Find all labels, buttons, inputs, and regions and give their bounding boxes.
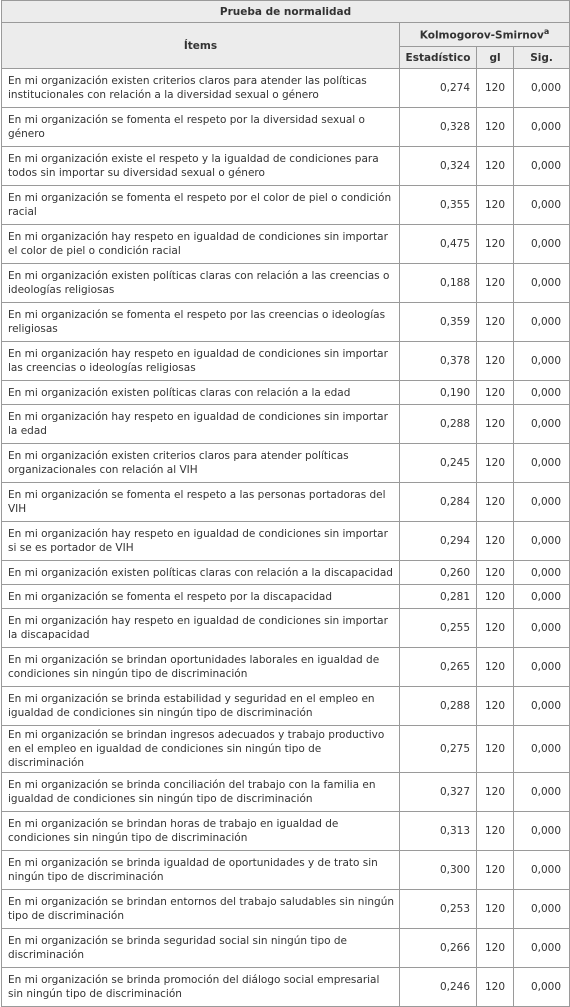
table-title: Prueba de normalidad	[2, 1, 570, 23]
gl-cell: 120	[477, 186, 514, 225]
table-row	[2, 444, 570, 483]
item-cell: En mi organización se brindan ingresos adecuados y trabajo productivo en el empleo en igualdad de condiciones sin ningún tipo de discriminación	[2, 726, 400, 773]
table-row	[2, 726, 570, 773]
table-row	[2, 968, 570, 1007]
sig-cell: 0,000	[514, 687, 570, 726]
gl-cell: 120	[477, 890, 514, 929]
stat-cell: 0,274	[400, 69, 477, 108]
item-cell: En mi organización se brindan oportunidades laborales en igualdad de condiciones sin ningún tipo de discriminación	[2, 648, 400, 687]
sig-cell: 0,000	[514, 225, 570, 264]
sig-cell: 0,000	[514, 585, 570, 609]
item-cell: En mi organización hay respeto en igualdad de condiciones sin importar la discapacidad	[2, 609, 400, 648]
col-gl-header: gl	[477, 47, 514, 69]
sig-cell: 0,000	[514, 561, 570, 585]
sig-cell: 0,000	[514, 648, 570, 687]
table-row	[2, 69, 570, 108]
group-header	[400, 23, 570, 47]
gl-cell: 120	[477, 773, 514, 812]
gl-cell: 120	[477, 648, 514, 687]
stat-cell: 0,266	[400, 929, 477, 968]
item-cell: En mi organización existen criterios claros para atender las políticas institucionales con relación a la diversidad sexual o género	[2, 69, 400, 108]
stat-cell: 0,355	[400, 186, 477, 225]
gl-cell: 120	[477, 108, 514, 147]
stat-cell: 0,359	[400, 303, 477, 342]
table-row	[2, 342, 570, 381]
stat-cell: 0,260	[400, 561, 477, 585]
table-row	[2, 585, 570, 609]
gl-cell: 120	[477, 303, 514, 342]
table-row	[2, 609, 570, 648]
stat-cell: 0,190	[400, 381, 477, 405]
sig-cell: 0,000	[514, 851, 570, 890]
sig-cell: 0,000	[514, 186, 570, 225]
table-row	[2, 147, 570, 186]
gl-cell: 120	[477, 561, 514, 585]
stat-cell: 0,188	[400, 264, 477, 303]
item-cell: En mi organización existen criterios claros para atender políticas organizacionales con relación al VIH	[2, 444, 400, 483]
stat-cell: 0,313	[400, 812, 477, 851]
item-cell: En mi organización se brinda promoción del diálogo social empresarial sin ningún tipo de discriminación	[2, 968, 400, 1007]
items-header: Ítems	[2, 23, 400, 69]
item-cell: En mi organización se brinda estabilidad y seguridad en el empleo en igualdad de condiciones sin ningún tipo de discriminación	[2, 687, 400, 726]
item-cell: En mi organización existen políticas claras con relación a la edad	[2, 381, 400, 405]
gl-cell: 120	[477, 609, 514, 648]
sig-cell: 0,000	[514, 69, 570, 108]
item-cell: En mi organización se brinda seguridad social sin ningún tipo de discriminación	[2, 929, 400, 968]
sig-cell: 0,000	[514, 812, 570, 851]
gl-cell: 120	[477, 444, 514, 483]
gl-cell: 120	[477, 69, 514, 108]
sig-cell: 0,000	[514, 773, 570, 812]
sig-cell: 0,000	[514, 968, 570, 1007]
table-row	[2, 381, 570, 405]
table-row	[2, 773, 570, 812]
item-cell: En mi organización existe el respeto y la igualdad de condiciones para todos sin importar su diversidad sexual o género	[2, 147, 400, 186]
item-cell: En mi organización se brindan horas de trabajo en igualdad de condiciones sin ningún tipo de discriminación	[2, 812, 400, 851]
table-row	[2, 851, 570, 890]
item-cell: En mi organización se brinda conciliación del trabajo con la familia en igualdad de condiciones sin ningún tipo de discriminación	[2, 773, 400, 812]
gl-cell: 120	[477, 851, 514, 890]
item-cell: En mi organización hay respeto en igualdad de condiciones sin importar la edad	[2, 405, 400, 444]
sig-cell: 0,000	[514, 726, 570, 773]
gl-cell: 120	[477, 405, 514, 444]
table-row	[2, 483, 570, 522]
gl-cell: 120	[477, 522, 514, 561]
stat-cell: 0,300	[400, 851, 477, 890]
gl-cell: 120	[477, 147, 514, 186]
stat-cell: 0,281	[400, 585, 477, 609]
sig-cell: 0,000	[514, 264, 570, 303]
stat-cell: 0,328	[400, 108, 477, 147]
table-row	[2, 687, 570, 726]
table-row	[2, 648, 570, 687]
table-row	[2, 108, 570, 147]
item-cell: En mi organización se fomenta el respeto a las personas portadoras del VIH	[2, 483, 400, 522]
gl-cell: 120	[477, 342, 514, 381]
item-cell: En mi organización se brindan entornos del trabajo saludables sin ningún tipo de discriminación	[2, 890, 400, 929]
stat-cell: 0,245	[400, 444, 477, 483]
sig-cell: 0,000	[514, 342, 570, 381]
table-row	[2, 929, 570, 968]
sig-cell: 0,000	[514, 108, 570, 147]
col-stat-header: Estadístico	[400, 47, 477, 69]
sig-cell: 0,000	[514, 444, 570, 483]
sig-cell: 0,000	[514, 147, 570, 186]
item-cell: En mi organización hay respeto en igualdad de condiciones sin importar si se es portador de VIH	[2, 522, 400, 561]
stat-cell: 0,246	[400, 968, 477, 1007]
table-body	[2, 69, 570, 1007]
col-sig-header: Sig.	[514, 47, 570, 69]
item-cell: En mi organización hay respeto en igualdad de condiciones sin importar las creencias o ideologías religiosas	[2, 342, 400, 381]
table-row	[2, 225, 570, 264]
group-header-label: Kolmogorov-Smirnov	[419, 29, 544, 42]
stat-cell: 0,324	[400, 147, 477, 186]
gl-cell: 120	[477, 812, 514, 851]
gl-cell: 120	[477, 225, 514, 264]
stat-cell: 0,255	[400, 609, 477, 648]
normality-test-table	[1, 0, 570, 1007]
sig-cell: 0,000	[514, 609, 570, 648]
gl-cell: 120	[477, 585, 514, 609]
table-row	[2, 186, 570, 225]
sig-cell: 0,000	[514, 890, 570, 929]
gl-cell: 120	[477, 968, 514, 1007]
table-row	[2, 812, 570, 851]
item-cell: En mi organización existen políticas claras con relación a las creencias o ideologías religiosas	[2, 264, 400, 303]
table-row	[2, 264, 570, 303]
sig-cell: 0,000	[514, 405, 570, 444]
stat-cell: 0,378	[400, 342, 477, 381]
stat-cell: 0,475	[400, 225, 477, 264]
sig-cell: 0,000	[514, 381, 570, 405]
gl-cell: 120	[477, 483, 514, 522]
item-cell: En mi organización hay respeto en igualdad de condiciones sin importar el color de piel o condición racial	[2, 225, 400, 264]
group-header-superscript: a	[543, 27, 550, 37]
sig-cell: 0,000	[514, 303, 570, 342]
table-row	[2, 561, 570, 585]
stat-cell: 0,288	[400, 405, 477, 444]
item-cell: En mi organización se fomenta el respeto por la diversidad sexual o género	[2, 108, 400, 147]
item-cell: En mi organización se brinda igualdad de oportunidades y de trato sin ningún tipo de discriminación	[2, 851, 400, 890]
sig-cell: 0,000	[514, 929, 570, 968]
stat-cell: 0,327	[400, 773, 477, 812]
gl-cell: 120	[477, 264, 514, 303]
gl-cell: 120	[477, 687, 514, 726]
item-cell: En mi organización existen políticas claras con relación a la discapacidad	[2, 561, 400, 585]
table-row	[2, 405, 570, 444]
table-row	[2, 890, 570, 929]
stat-cell: 0,288	[400, 687, 477, 726]
gl-cell: 120	[477, 381, 514, 405]
gl-cell: 120	[477, 929, 514, 968]
item-cell: En mi organización se fomenta el respeto por la discapacidad	[2, 585, 400, 609]
sig-cell: 0,000	[514, 483, 570, 522]
table-row	[2, 303, 570, 342]
stat-cell: 0,265	[400, 648, 477, 687]
item-cell: En mi organización se fomenta el respeto por el color de piel o condición racial	[2, 186, 400, 225]
sig-cell: 0,000	[514, 522, 570, 561]
table-row	[2, 522, 570, 561]
stat-cell: 0,275	[400, 726, 477, 773]
item-cell: En mi organización se fomenta el respeto por las creencias o ideologías religiosas	[2, 303, 400, 342]
stat-cell: 0,253	[400, 890, 477, 929]
gl-cell: 120	[477, 726, 514, 773]
stat-cell: 0,294	[400, 522, 477, 561]
stat-cell: 0,284	[400, 483, 477, 522]
